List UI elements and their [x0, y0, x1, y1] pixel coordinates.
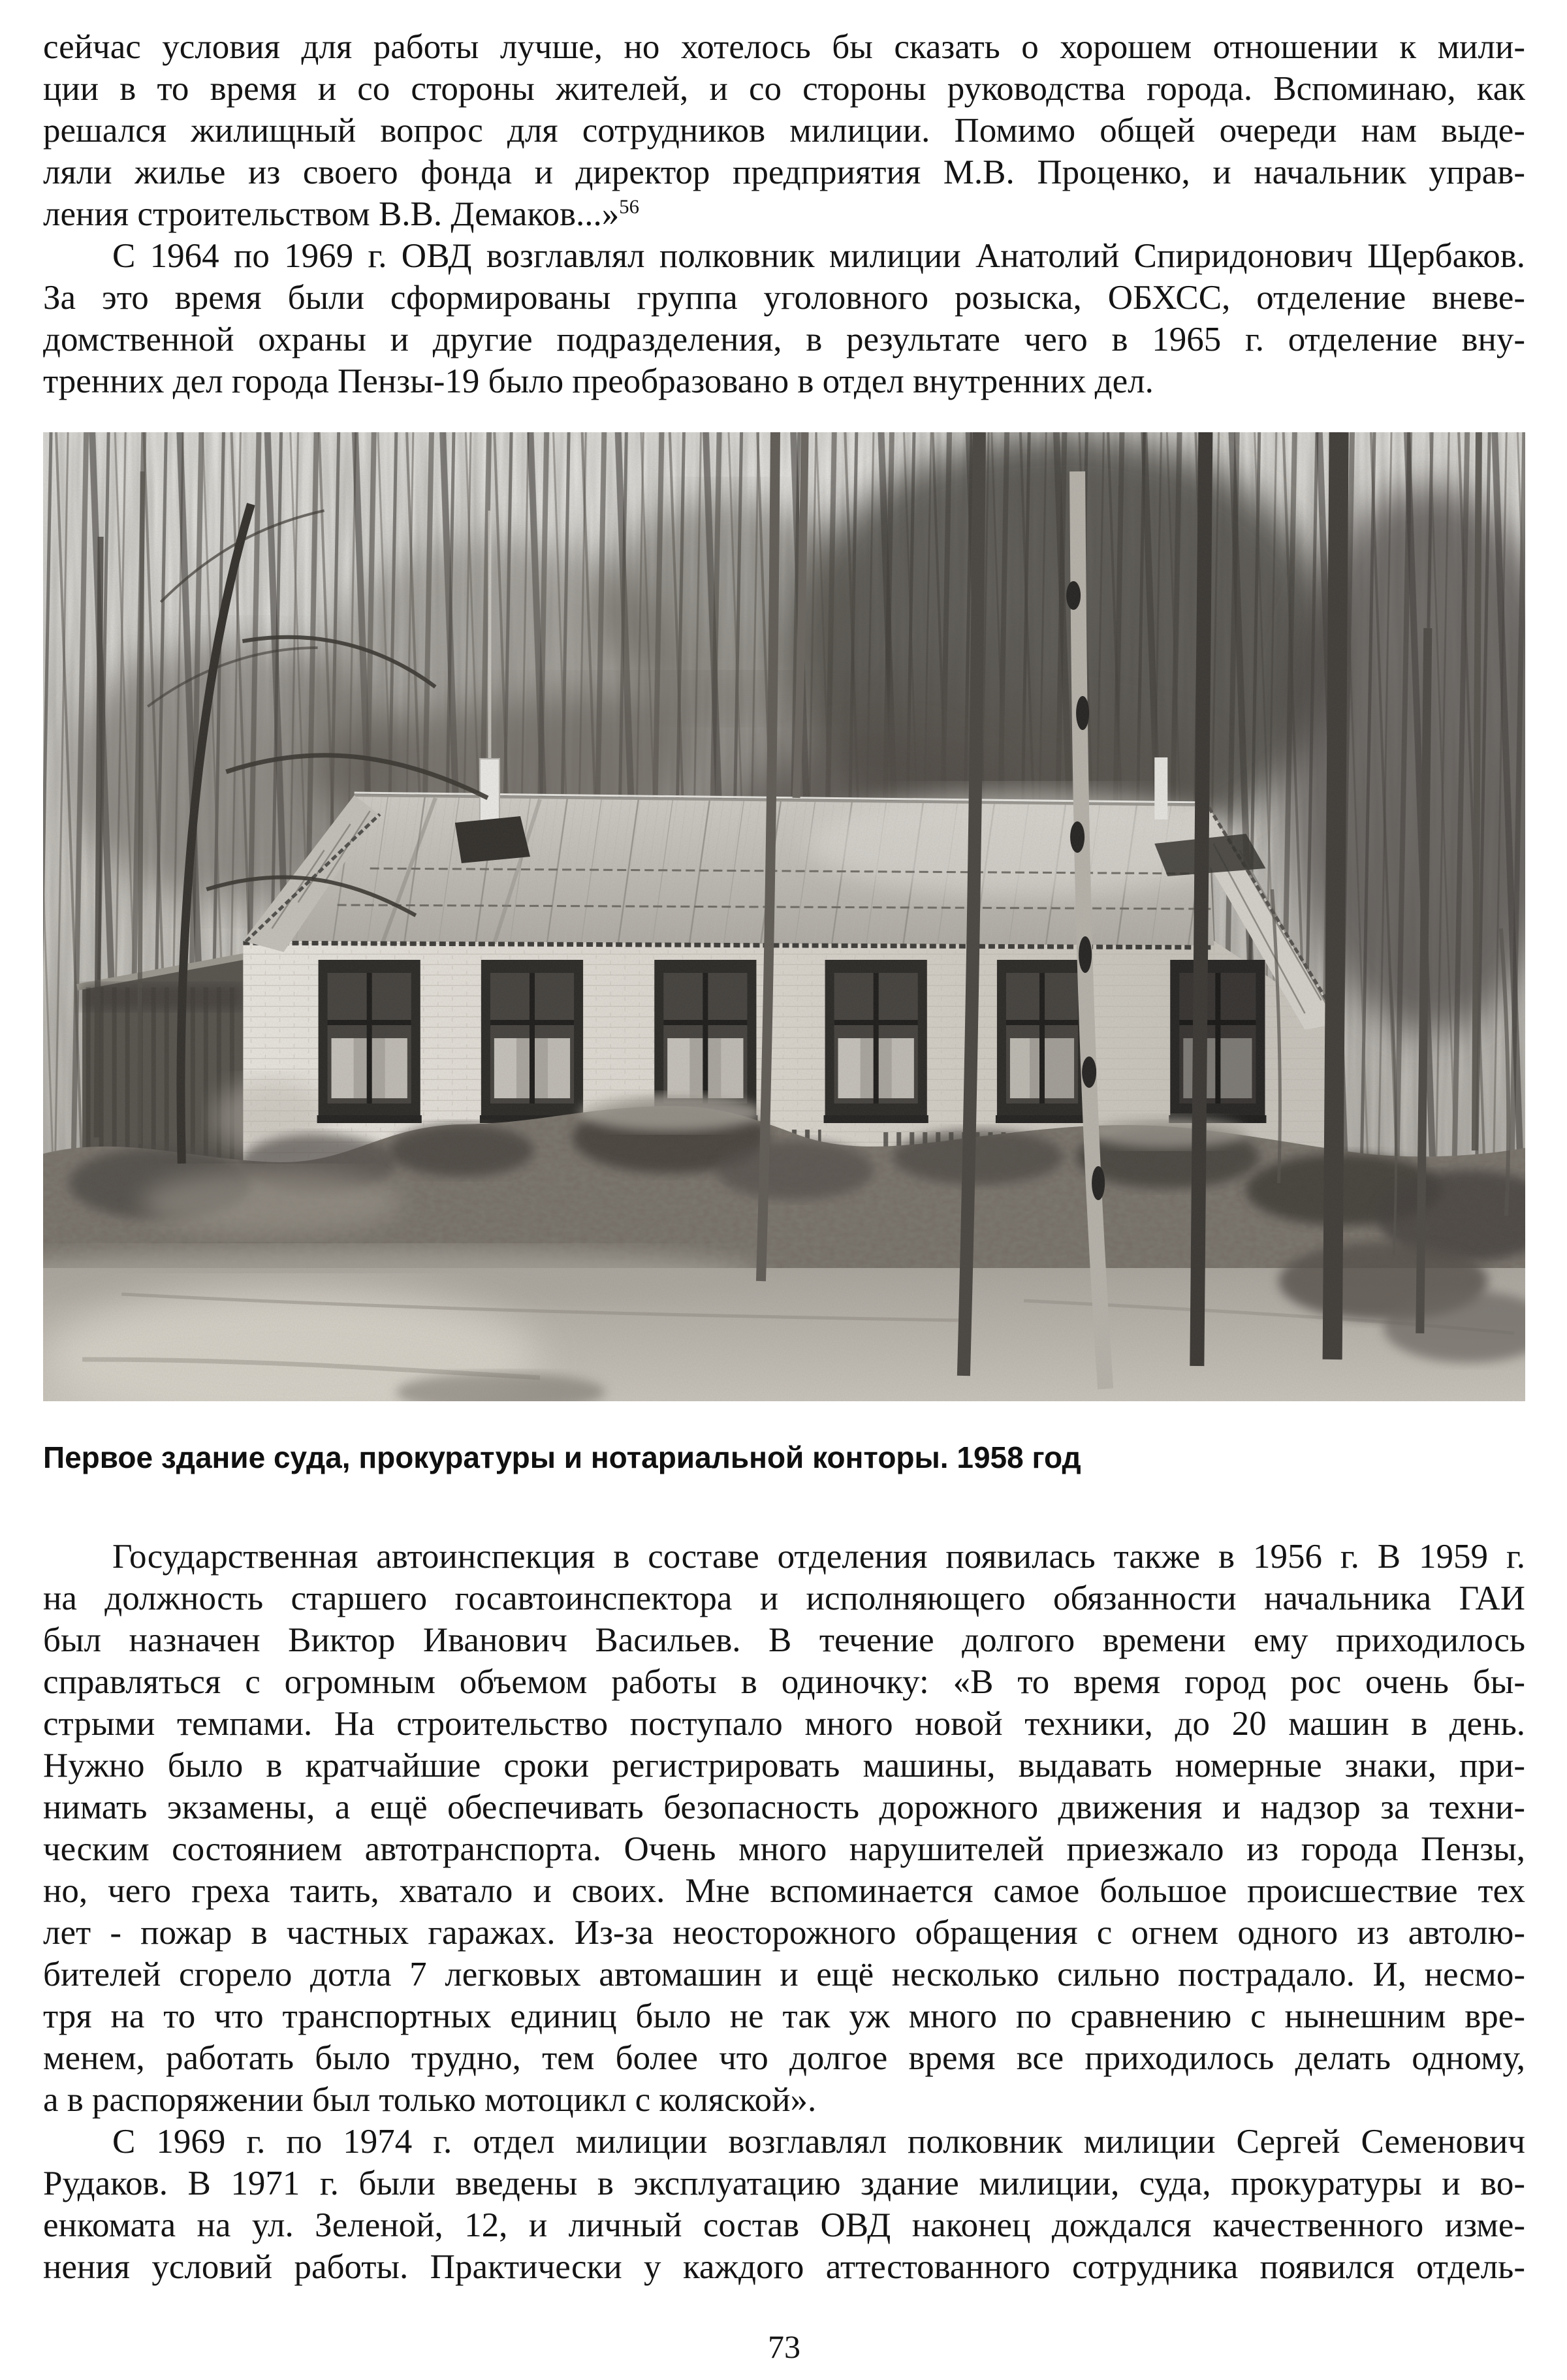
text-line: менем, работать было трудно, тем более что долгое время все приходилось делать одному, [43, 2039, 1525, 2077]
text-line: Государственная автоинспекция в составе отделения появилась также в 1956 г. В 1959 г. [112, 1538, 1525, 1576]
paragraph [43, 26, 1525, 235]
text-line: Нужно было в кратчайшие сроки регистрировать машины, выдавать номерные знаки, при- [43, 1747, 1525, 1785]
photo-first-court-building [43, 432, 1525, 1401]
page-number: 73 [768, 2328, 800, 2365]
text-line: но, чего греха таить, хватало и своих. Мне вспоминается самое большое происшествие тех [43, 1872, 1525, 1910]
text-line: ции в то время и со стороны жителей, и со стороны руководства города. Вспоминаю, как [43, 70, 1525, 108]
text-line: а в распоряжении был только мотоцикл с коляской». [43, 2081, 817, 2119]
text-line: бителей сгорело дотла 7 легковых автомашин и ещё несколько сильно пострадало. И, несмо- [43, 1956, 1525, 1993]
text-line: нения условий работы. Практически у каждого аттестованного сотрудника появился отдель- [43, 2248, 1525, 2286]
text-line: стрыми темпами. На строительство поступало много новой техники, до 20 машин в день. [43, 1705, 1525, 1743]
text-line: тренних дел города Пензы-19 было преобразовано в отдел внутренних дел. [43, 362, 1154, 400]
text-line: лет - пожар в частных гаражах. Из-за неосторожного обращения с огнем одного из автолю- [43, 1914, 1525, 1952]
text-line: нимать экзамены, а ещё обеспечивать безопасность дорожного движения и надзор за техни- [43, 1788, 1525, 1826]
text-line: С 1964 по 1969 г. ОВД возглавлял полковник милиции Анатолий Спиридонович Щербаков. [112, 237, 1525, 275]
photo-caption: Первое здание суда, прокуратуры и нотариальной конторы. 1958 год [43, 1440, 1081, 1474]
paragraph [43, 235, 1525, 402]
text-line: ческим состоянием автотранспорта. Очень много нарушителей приезжало из города Пензы, [43, 1830, 1525, 1868]
paragraph [43, 1536, 1525, 2121]
body-text-top [43, 26, 1525, 402]
text-line: домственной охраны и другие подразделения, в результате чего в 1965 г. отделение вну- [43, 321, 1525, 358]
text-line: на должность старшего госавтоинспектора и исполняющего обязанности начальника ГАИ [43, 1579, 1525, 1617]
paragraph [43, 2121, 1525, 2288]
body-text-bottom [43, 1536, 1525, 2288]
text-line: решался жилищный вопрос для сотрудников милиции. Помимо общей очереди нам выде- [43, 112, 1525, 150]
text-line: Рудаков. В 1971 г. были введены в эксплуатацию здание милиции, суда, прокуратуры и во- [43, 2165, 1525, 2202]
text-line: За это время были сформированы группа уголовного розыска, ОБХСС, отделение вневе- [43, 279, 1525, 317]
text-line: сейчас условия для работы лучше, но хотелось бы сказать о хорошем отношении к мили- [43, 28, 1525, 66]
photo-grain-overlay [43, 432, 1525, 1401]
footnote-ref: 56 [619, 195, 639, 218]
text-line: был назначен Виктор Иванович Васильев. В течение долгого времени ему приходилось [43, 1621, 1525, 1659]
photo-illustration [43, 432, 1525, 1401]
text-line: С 1969 г. по 1974 г. отдел милиции возглавлял полковник милиции Сергей Семенович [112, 2123, 1525, 2161]
text-line: ления строительством В.В. Демаков...»$^{56}$ [43, 195, 639, 233]
text-line: тря на то что транспортных единиц было не так уж много по сравнению с нынешним вре- [43, 1997, 1525, 2035]
text-line: ляли жилье из своего фонда и директор предприятия М.В. Проценко, и начальник управ- [43, 153, 1525, 191]
text-line: справляться с огромным объемом работы в одиночку: «В то время город рос очень бы- [43, 1663, 1525, 1701]
text-line: енкомата на ул. Зеленой, 12, и личный состав ОВД наконец дождался качественного изме- [43, 2206, 1525, 2244]
